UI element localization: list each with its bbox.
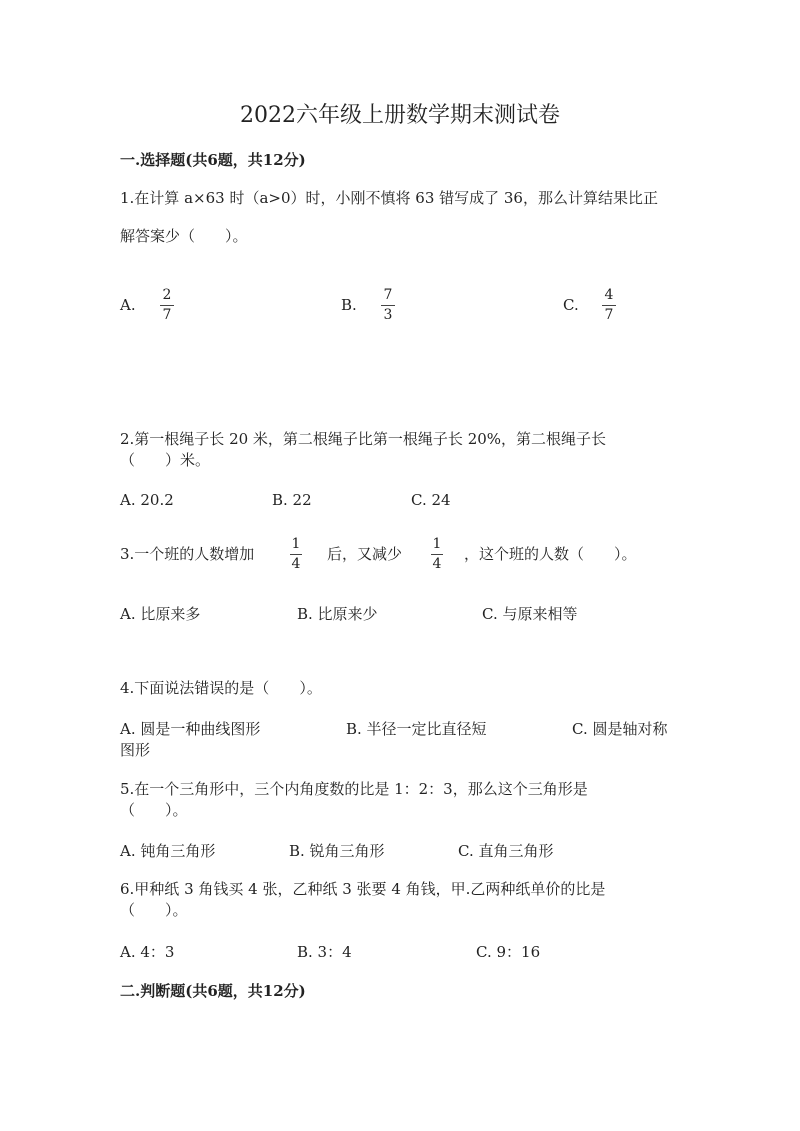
q3-fraction-increase bbox=[290, 536, 302, 573]
section-heading-choice: 一.选择题(共6题，共12分) bbox=[120, 151, 306, 169]
fraction-numerator: 1 bbox=[291, 536, 301, 552]
fraction-denominator: 3 bbox=[383, 307, 393, 323]
question-3-text-part3: ，这个班的人数（ ）。 bbox=[464, 545, 637, 563]
page-title: 2022六年级上册数学期末测试卷 bbox=[240, 103, 560, 128]
q1-option-a-fraction[interactable] bbox=[160, 287, 174, 324]
question-6-text-cont: （ ）。 bbox=[120, 901, 188, 919]
q4-option-a[interactable]: A. 圆是一种曲线图形 bbox=[120, 720, 261, 738]
q5-option-a[interactable]: A. 钝角三角形 bbox=[120, 842, 216, 860]
question-5-text-cont: （ ）。 bbox=[120, 801, 188, 819]
fraction-denominator: 4 bbox=[291, 556, 301, 572]
q3-fraction-decrease bbox=[431, 536, 443, 573]
q4-option-c[interactable]: C. 圆是轴对称 bbox=[572, 720, 668, 738]
q3-option-b[interactable]: B. 比原来少 bbox=[297, 605, 378, 623]
fraction-bar bbox=[290, 554, 302, 555]
question-5-text: 5.在一个三角形中，三个内角度数的比是 1：2：3，那么这个三角形是 bbox=[120, 780, 588, 798]
question-4-text: 4.下面说法错误的是（ ）。 bbox=[120, 679, 322, 697]
q4-option-b[interactable]: B. 半径一定比直径短 bbox=[346, 720, 487, 738]
question-6-text: 6.甲种纸 3 角钱买 4 张，乙种纸 3 张要 4 角钱，甲.乙两种纸单价的比是 bbox=[120, 880, 606, 898]
fraction-numerator: 1 bbox=[432, 536, 442, 552]
q3-option-a[interactable]: A. 比原来多 bbox=[120, 605, 201, 623]
q5-option-b[interactable]: B. 锐角三角形 bbox=[289, 842, 385, 860]
fraction-numerator: 2 bbox=[162, 287, 172, 303]
q6-option-a[interactable]: A. 4：3 bbox=[120, 943, 175, 961]
fraction-bar bbox=[431, 554, 443, 555]
fraction-denominator: 4 bbox=[432, 556, 442, 572]
section-heading-judgement: 二.判断题(共6题，共12分) bbox=[120, 982, 306, 1000]
q1-option-a-label: A. bbox=[120, 296, 136, 314]
fraction-numerator: 4 bbox=[604, 287, 614, 303]
q1-option-c-label: C. bbox=[563, 296, 579, 314]
q2-option-c[interactable]: C. 24 bbox=[411, 491, 451, 509]
q3-option-c[interactable]: C. 与原来相等 bbox=[482, 605, 578, 623]
fraction-denominator: 7 bbox=[162, 307, 172, 323]
question-2-text: 2.第一根绳子长 20 米，第二根绳子比第一根绳子长 20%，第二根绳子长 bbox=[120, 430, 607, 448]
fraction-bar bbox=[160, 305, 174, 306]
q2-option-a[interactable]: A. 20.2 bbox=[120, 491, 174, 509]
question-3-text-part1: 3.一个班的人数增加 bbox=[120, 545, 255, 563]
fraction-denominator: 7 bbox=[604, 307, 614, 323]
q1-option-b-fraction[interactable] bbox=[381, 287, 395, 324]
fraction-numerator: 7 bbox=[383, 287, 393, 303]
q6-option-b[interactable]: B. 3：4 bbox=[297, 943, 352, 961]
q5-option-c[interactable]: C. 直角三角形 bbox=[458, 842, 554, 860]
q1-option-c-fraction[interactable] bbox=[602, 287, 616, 324]
q4-option-c-wrap: 图形 bbox=[120, 741, 151, 759]
question-3-text-part2: 后，又减少 bbox=[327, 545, 403, 563]
q6-option-c[interactable]: C. 9：16 bbox=[476, 943, 541, 961]
fraction-bar bbox=[602, 305, 616, 306]
question-2-text-cont: （ ）米。 bbox=[120, 451, 211, 469]
q2-option-b[interactable]: B. 22 bbox=[272, 491, 312, 509]
question-1-text: 1.在计算 a×63 时（a>0）时，小刚不慎将 63 错写成了 36，那么计算结果比正 bbox=[120, 189, 658, 207]
fraction-bar bbox=[381, 305, 395, 306]
q1-option-b-label: B. bbox=[341, 296, 357, 314]
question-1-text-cont: 解答案少（ ）。 bbox=[120, 227, 248, 245]
